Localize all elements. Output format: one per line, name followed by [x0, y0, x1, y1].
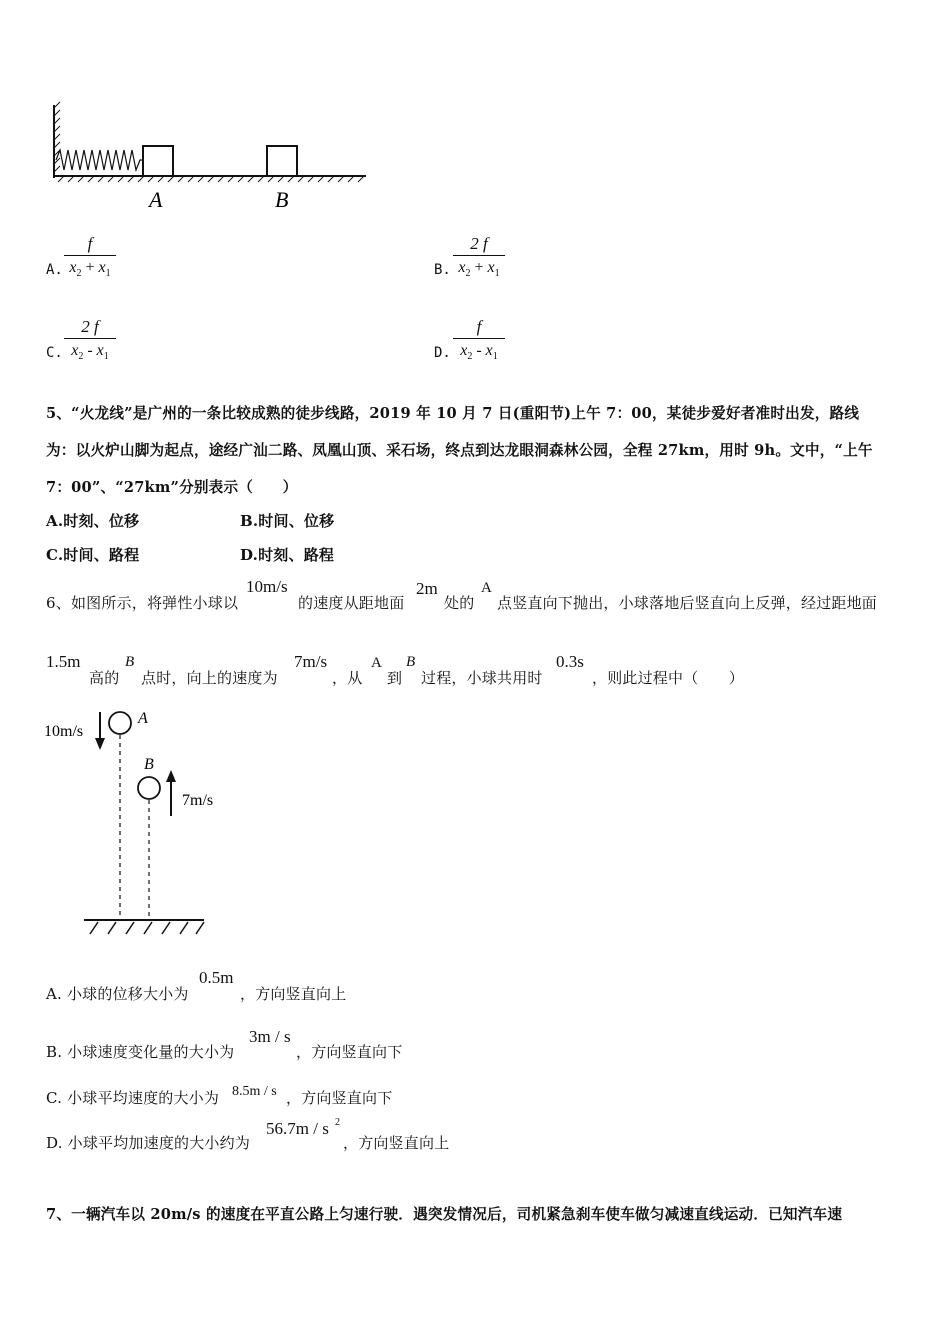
q5-option-c[interactable]: C.时间、路程: [46, 546, 140, 564]
label-b: B: [275, 187, 289, 212]
q5-line-1: 5、“火龙线”是广州的一条比较成熟的徒步线路，2019 年 10 月 7 日(重阳节)上午 7：00，某徒步爱好者准时出发，路线: [46, 405, 860, 422]
label-a: A: [149, 187, 163, 212]
velocity-down-label: 10m/s: [44, 723, 84, 740]
bouncing-ball-figure: [40, 700, 240, 945]
ball-b: [138, 777, 160, 799]
option-letter: D.: [434, 345, 451, 361]
q5-line-3: 7：00”、“27km”分别表示（ ）: [46, 479, 298, 496]
fraction: f $x_2 - x_1$: [453, 316, 505, 369]
option-letter: C.: [46, 345, 63, 361]
point-b-label: B: [144, 756, 154, 773]
fraction: 2 f $x_2 + x_1$: [453, 233, 505, 286]
spring: [56, 150, 143, 170]
ball-a: [109, 712, 131, 734]
q5-option-d[interactable]: D.时刻、路程: [240, 546, 335, 564]
block-b: [267, 146, 297, 176]
velocity-up-label: 7m/s: [182, 792, 214, 809]
block-a: [143, 146, 173, 176]
q5-option-a[interactable]: A.时刻、位移: [46, 512, 140, 530]
option-letter: A.: [46, 262, 63, 278]
q7-line-1: 7、一辆汽车以 20m/s 的速度在平直公路上匀速行驶．遇突发情况后，司机紧急刹车使车做匀减速直线运动．已知汽车速: [46, 1206, 843, 1223]
option-letter: B.: [434, 262, 451, 278]
q5-line-2: 为：以火炉山脚为起点，途经广汕二路、凤凰山顶、采石场，终点到达龙眼洞森林公园，全程 27km，用时 9h。文中，“上午: [46, 442, 873, 459]
q5-option-b[interactable]: B.时间、位移: [240, 512, 335, 530]
fraction: f $x_2 + x_1$: [64, 233, 116, 286]
fraction: 2 f $x_2 - x_1$: [64, 316, 116, 369]
spring-block-figure: [40, 100, 380, 215]
point-a-label: A: [138, 710, 148, 727]
